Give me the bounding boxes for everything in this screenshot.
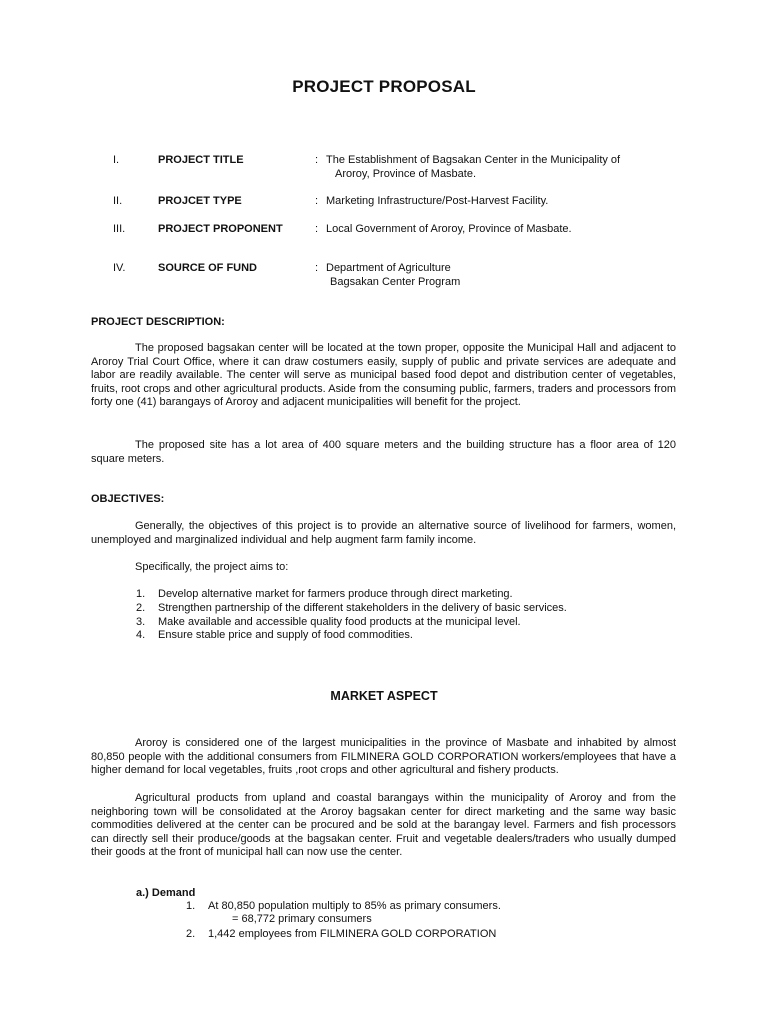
info-label: PROJECT PROPONENT bbox=[158, 223, 283, 235]
list-text: Ensure stable price and supply of food commodities. bbox=[158, 629, 413, 641]
market-paragraph-2: Agricultural products from upland and coastal barangays within the municipality of Aroroy and from the neighboring town will be consolidated at the Aroroy bagsakan center for direct marketing and the same way basic commodities delivered at the center can be procured and be sold at the barangay level. Farmers and fish processors can directly sell their produce/goods at the bagsakan center. Fruit and vegetable dealers/traders who usually dumped their goods at the front of municipal hall can now use the center. bbox=[91, 792, 676, 859]
description-paragraph-2: The proposed site has a lot area of 400 square meters and the building structure has a floor area of 120 square meters. bbox=[91, 439, 676, 465]
list-number: 1. bbox=[186, 900, 196, 912]
objectives-paragraph: Generally, the objectives of this project is to provide an alternative source of livelihood for farmers, women, unemployed and marginalized individual and help augment farm family income. bbox=[91, 520, 676, 546]
info-value: The Establishment of Bagsakan Center in the Municipality of bbox=[326, 154, 621, 166]
market-heading: MARKET ASPECT bbox=[330, 689, 438, 703]
info-colon: : bbox=[315, 195, 319, 207]
description-heading: PROJECT DESCRIPTION: bbox=[91, 316, 225, 328]
objectives-intro: Specifically, the project aims to: bbox=[135, 561, 289, 573]
demand-label: a.) Demand bbox=[136, 887, 196, 899]
market-paragraph-1: Aroroy is considered one of the largest municipalities in the province of Masbate and inhabited by almost 80,850 people with the additional consumers from FILMINERA GOLD CORPORATION workers/employees that have a higher demand for local vegetables, fruits ,root crops and other agricultural and fishery products. bbox=[91, 737, 676, 777]
list-text: 1,442 employees from FILMINERA GOLD CORPORATION bbox=[208, 928, 497, 940]
list-text: Strengthen partnership of the different stakeholders in the delivery of basic services. bbox=[158, 602, 567, 614]
list-number: 2. bbox=[186, 928, 196, 940]
list-text-result: = 68,772 primary consumers bbox=[232, 913, 372, 925]
list-number: 3. bbox=[136, 616, 146, 628]
list-number: 1. bbox=[136, 588, 146, 600]
info-value: Department of Agriculture bbox=[326, 262, 451, 274]
list-text: At 80,850 population multiply to 85% as primary consumers. bbox=[208, 900, 501, 912]
info-value: Local Government of Aroroy, Province of Masbate. bbox=[326, 223, 572, 235]
list-text: Develop alternative market for farmers produce through direct marketing. bbox=[158, 588, 513, 600]
info-number: II. bbox=[113, 195, 123, 207]
info-value-continued: Aroroy, Province of Masbate. bbox=[335, 168, 477, 180]
info-colon: : bbox=[315, 154, 319, 166]
info-number: III. bbox=[113, 223, 126, 235]
info-colon: : bbox=[315, 262, 319, 274]
info-value-continued: Bagsakan Center Program bbox=[330, 276, 461, 288]
info-value: Marketing Infrastructure/Post-Harvest Facility. bbox=[326, 195, 549, 207]
info-label: SOURCE OF FUND bbox=[158, 262, 257, 274]
info-colon: : bbox=[315, 223, 319, 235]
objectives-heading: OBJECTIVES: bbox=[91, 493, 165, 505]
document-title: PROJECT PROPOSAL bbox=[292, 77, 476, 96]
list-number: 2. bbox=[136, 602, 146, 614]
list-number: 4. bbox=[136, 629, 146, 641]
description-paragraph-1: The proposed bagsakan center will be located at the town proper, opposite the Municipal Hall and adjacent to Aroroy Trial Court Office, where it can draw costumers easily, supply of public and private services are adequate and labor are readily available. The center will serve as municipal based food depot and distribution center of vegetables, fruits, root crops and other agricultural products. Aside from the consuming public, farmers, traders and processors from forty one (41) barangays of Aroroy and adjacent municipalities will benefit for the project. bbox=[91, 342, 676, 409]
info-label: PROJECT TITLE bbox=[158, 154, 244, 166]
info-number: I. bbox=[113, 154, 120, 166]
info-number: IV. bbox=[113, 262, 126, 274]
info-label: PROJCET TYPE bbox=[158, 195, 242, 207]
list-text: Make available and accessible quality food products at the municipal level. bbox=[158, 616, 521, 628]
